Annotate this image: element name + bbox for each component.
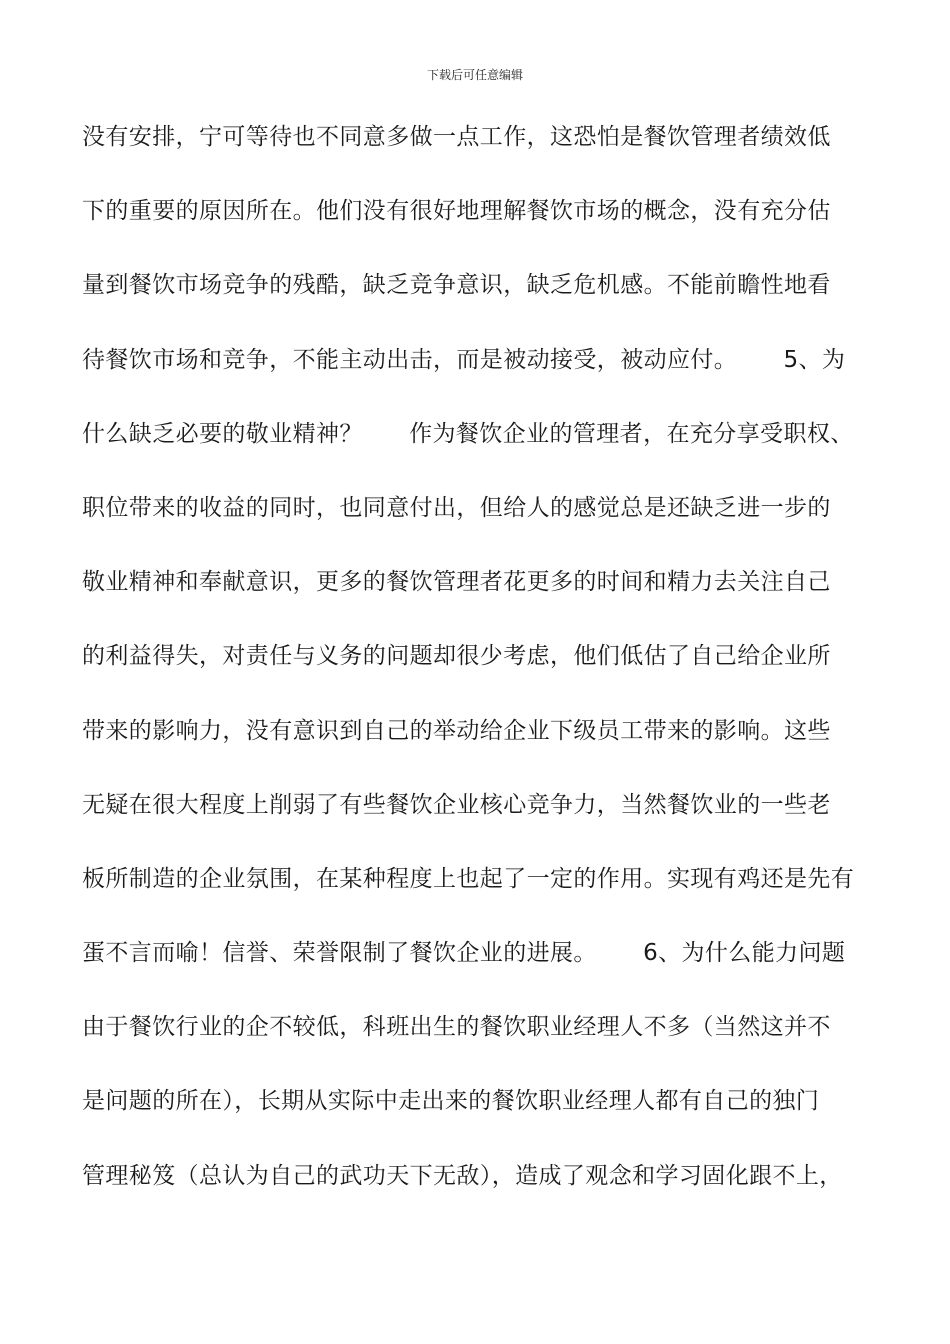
text-line: 敬业精神和奉献意识，更多的餐饮管理者花更多的时间和精力去关注自己 (82, 569, 831, 596)
text-line: 下的重要的原因所在。他们没有很好地理解餐饮市场的概念，没有充分估 (82, 198, 831, 225)
text-line: 由于餐饮行业的企不较低，科班出生的餐饮职业经理人不多（当然这并不 (82, 1014, 831, 1041)
text-line: 带来的影响力，没有意识到自己的举动给企业下级员工带来的影响。这些 (82, 717, 831, 744)
text-line: 量到餐饮市场竞争的残酷，缺乏竞争意识，缺乏危机感。不能前瞻性地看 (82, 272, 831, 299)
text-line: 无疑在很大程度上削弱了有些餐饮企业核心竞争力，当然餐饮业的一些老 (82, 791, 831, 818)
text-line: 管理秘笈（总认为自己的武功天下无敌），造成了观念和学习固化跟不上， (82, 1162, 843, 1189)
text-line: 没有安排，宁可等待也不同意多做一点工作，这恐怕是餐饮管理者绩效低 (82, 124, 831, 150)
text-line: 什么缺乏必要的敬业精神？ 作为餐饮企业的管理者，在充分享受职权、 (82, 420, 854, 447)
text-line: 板所制造的企业氛围，在某种程度上也起了一定的作用。实现有鸡还是先有 (82, 865, 855, 892)
document-body (82, 110, 882, 1223)
page-header: 下载后可任意编辑 (426, 68, 523, 82)
text-line: 是问题的所在），长期从实际中走出来的餐饮职业经理人都有自己的独门 (82, 1088, 820, 1115)
text-line: 职位带来的收益的同时，也同意付出，但给人的感觉总是还缺乏进一步的 (82, 494, 831, 521)
text-line: 待餐饮市场和竞争，不能主动出击，而是被动接受，被动应付。 5、为 (82, 346, 846, 373)
text-line: 蛋不言而喻！信誉、荣誉限制了餐饮企业的进展。 6、为什么能力问题 (82, 940, 846, 967)
text-line: 的利益得失，对责任与义务的问题却很少考虑，他们低估了自己给企业所 (82, 643, 831, 670)
